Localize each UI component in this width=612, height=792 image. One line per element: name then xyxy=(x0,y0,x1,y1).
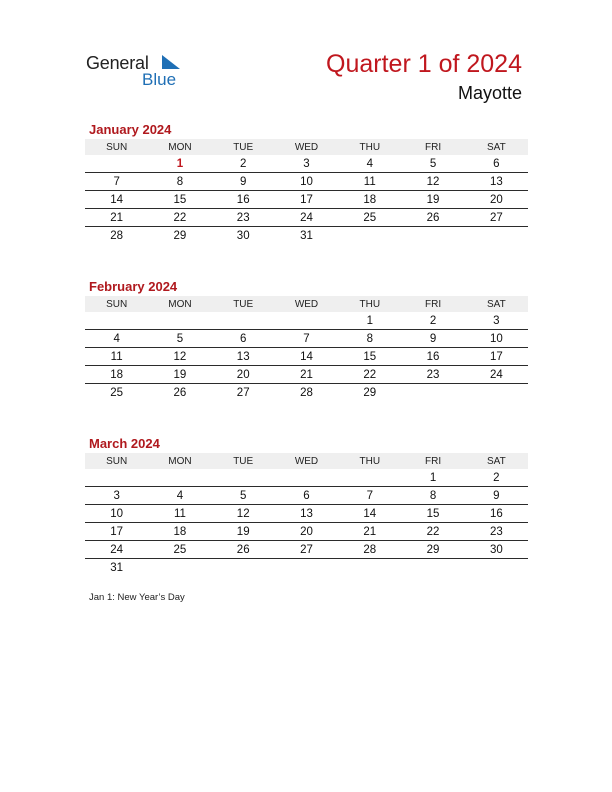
day-cell: 13 xyxy=(465,173,528,191)
day-cell: 27 xyxy=(465,209,528,227)
month-block-march xyxy=(85,435,528,577)
empty-day-cell xyxy=(85,312,148,330)
weekday-header: WED xyxy=(275,139,338,155)
day-cell: 23 xyxy=(212,209,275,227)
day-cell: 18 xyxy=(338,191,401,209)
empty-day-cell xyxy=(148,469,211,487)
day-cell: 8 xyxy=(401,487,464,505)
day-cell: 23 xyxy=(401,366,464,384)
day-cell: 17 xyxy=(85,523,148,541)
day-cell: 14 xyxy=(85,191,148,209)
day-cell: 6 xyxy=(212,330,275,348)
day-cell: 18 xyxy=(148,523,211,541)
day-cell: 12 xyxy=(148,348,211,366)
day-cell: 10 xyxy=(465,330,528,348)
day-cell: 18 xyxy=(85,366,148,384)
day-cell: 21 xyxy=(338,523,401,541)
weekday-header: MON xyxy=(148,139,211,155)
day-cell: 24 xyxy=(85,541,148,559)
weekday-header: SAT xyxy=(465,139,528,155)
week-row xyxy=(85,469,528,487)
month-title: January 2024 xyxy=(89,122,172,137)
empty-day-cell xyxy=(338,469,401,487)
day-cell: 15 xyxy=(401,505,464,523)
empty-day-cell xyxy=(148,559,211,577)
day-cell: 24 xyxy=(275,209,338,227)
empty-day-cell xyxy=(401,227,464,245)
empty-day-cell xyxy=(465,559,528,577)
week-row xyxy=(85,227,528,245)
empty-day-cell xyxy=(148,312,211,330)
empty-day-cell xyxy=(401,559,464,577)
day-cell: 17 xyxy=(465,348,528,366)
day-cell: 29 xyxy=(401,541,464,559)
weekday-header: FRI xyxy=(401,296,464,312)
day-cell: 9 xyxy=(212,173,275,191)
calendar-table xyxy=(85,453,528,577)
empty-day-cell xyxy=(465,384,528,402)
weekday-header-row xyxy=(85,296,528,312)
day-cell: 14 xyxy=(275,348,338,366)
weekday-header-row xyxy=(85,453,528,469)
calendar-table xyxy=(85,296,528,401)
day-cell: 31 xyxy=(300,229,313,242)
day-cell: 2 xyxy=(212,155,275,173)
week-row xyxy=(85,541,528,559)
day-cell: 9 xyxy=(401,330,464,348)
week-row xyxy=(85,487,528,505)
page-title: Quarter 1 of 2024 xyxy=(326,50,522,78)
weekday-header: TUE xyxy=(212,296,275,312)
day-cell: 12 xyxy=(212,505,275,523)
day-cell: 29 xyxy=(173,229,187,242)
empty-day-cell xyxy=(275,469,338,487)
empty-day-cell xyxy=(275,312,338,330)
month-title: March 2024 xyxy=(89,436,160,451)
day-cell: 21 xyxy=(85,209,148,227)
day-cell: 2 xyxy=(465,469,528,487)
day-cell: 31 xyxy=(110,562,124,575)
week-row xyxy=(85,505,528,523)
weekday-header: SUN xyxy=(85,296,148,312)
empty-day-cell xyxy=(401,384,464,402)
day-cell: 27 xyxy=(236,386,250,399)
weekday-header: MON xyxy=(148,453,211,469)
logo-blue-text: Blue xyxy=(142,70,177,89)
day-cell: 11 xyxy=(85,348,148,366)
day-cell: 5 xyxy=(212,487,275,505)
day-cell: 6 xyxy=(465,155,528,173)
day-cell: 1 xyxy=(401,469,464,487)
month-block-january xyxy=(85,121,528,244)
day-cell: 23 xyxy=(465,523,528,541)
day-cell: 19 xyxy=(401,191,464,209)
day-cell: 16 xyxy=(212,191,275,209)
day-cell: 20 xyxy=(212,366,275,384)
weekday-header: FRI xyxy=(401,139,464,155)
day-cell: 15 xyxy=(148,191,211,209)
day-cell: 28 xyxy=(338,541,401,559)
day-cell: 19 xyxy=(212,523,275,541)
empty-day-cell xyxy=(465,227,528,245)
weekday-header: WED xyxy=(275,296,338,312)
day-cell: 11 xyxy=(338,173,401,191)
day-cell: 15 xyxy=(338,348,401,366)
day-cell: 21 xyxy=(275,366,338,384)
calendar-body xyxy=(85,312,528,401)
weekday-header: THU xyxy=(338,453,401,469)
day-cell: 5 xyxy=(148,330,211,348)
day-cell: 12 xyxy=(401,173,464,191)
day-cell: 30 xyxy=(236,229,250,242)
calendar-table xyxy=(85,139,528,244)
week-row xyxy=(85,312,528,330)
day-cell: 3 xyxy=(275,155,338,173)
weekday-header: SAT xyxy=(465,296,528,312)
day-cell: 17 xyxy=(275,191,338,209)
day-cell: 16 xyxy=(465,505,528,523)
holiday-note: Jan 1: New Year’s Day xyxy=(89,592,185,603)
day-cell: 7 xyxy=(275,330,338,348)
weekday-header: SUN xyxy=(85,139,148,155)
calendar-body xyxy=(85,155,528,244)
day-cell: 26 xyxy=(212,541,275,559)
day-cell: 16 xyxy=(401,348,464,366)
holiday-notes xyxy=(89,592,185,603)
weekday-header: TUE xyxy=(212,453,275,469)
day-cell: 10 xyxy=(275,173,338,191)
week-row xyxy=(85,209,528,227)
day-cell: 14 xyxy=(338,505,401,523)
logo-triangle-icon xyxy=(160,55,180,71)
day-cell: 25 xyxy=(148,541,211,559)
day-cell: 13 xyxy=(212,348,275,366)
week-row xyxy=(85,559,528,577)
weekday-header: MON xyxy=(148,296,211,312)
day-cell: 7 xyxy=(85,173,148,191)
week-row xyxy=(85,384,528,402)
day-cell: 28 xyxy=(300,386,313,399)
day-cell: 22 xyxy=(338,366,401,384)
day-cell: 4 xyxy=(85,330,148,348)
day-cell: 24 xyxy=(465,366,528,384)
day-cell: 20 xyxy=(275,523,338,541)
weekday-header: SUN xyxy=(85,453,148,469)
calendar-body xyxy=(85,469,528,577)
day-cell: 5 xyxy=(401,155,464,173)
week-row xyxy=(85,173,528,191)
day-cell: 26 xyxy=(401,209,464,227)
country-name: Mayotte xyxy=(457,83,522,103)
weekday-header: THU xyxy=(338,296,401,312)
empty-day-cell xyxy=(275,559,338,577)
day-cell: 26 xyxy=(173,386,187,399)
generalblue-logo xyxy=(86,53,186,89)
week-row xyxy=(85,523,528,541)
weekday-header-row xyxy=(85,139,528,155)
weekday-header: THU xyxy=(338,139,401,155)
empty-day-cell xyxy=(212,469,275,487)
day-cell: 2 xyxy=(401,312,464,330)
week-row xyxy=(85,366,528,384)
day-cell: 27 xyxy=(275,541,338,559)
day-cell: 22 xyxy=(401,523,464,541)
day-cell: 20 xyxy=(465,191,528,209)
day-cell: 25 xyxy=(338,209,401,227)
day-cell: 22 xyxy=(148,209,211,227)
day-cell: 25 xyxy=(110,386,124,399)
day-cell: 11 xyxy=(148,505,211,523)
day-cell: 19 xyxy=(148,366,211,384)
day-cell: 9 xyxy=(465,487,528,505)
day-cell: 3 xyxy=(465,312,528,330)
day-cell: 7 xyxy=(338,487,401,505)
empty-day-cell xyxy=(85,469,148,487)
day-cell: 28 xyxy=(110,229,124,242)
month-block-february xyxy=(85,278,528,401)
weekday-header: FRI xyxy=(401,453,464,469)
empty-day-cell xyxy=(338,227,401,245)
empty-day-cell xyxy=(338,559,401,577)
logo-general-text: General xyxy=(86,53,149,73)
day-cell: 6 xyxy=(275,487,338,505)
day-cell: 30 xyxy=(465,541,528,559)
day-cell: 4 xyxy=(338,155,401,173)
day-cell: 13 xyxy=(275,505,338,523)
week-row xyxy=(85,330,528,348)
empty-day-cell xyxy=(85,155,148,173)
day-cell: 1 xyxy=(338,312,401,330)
empty-day-cell xyxy=(212,312,275,330)
weekday-header: WED xyxy=(275,453,338,469)
day-cell: 8 xyxy=(338,330,401,348)
empty-day-cell xyxy=(212,559,275,577)
day-cell: 10 xyxy=(85,505,148,523)
day-cell: 29 xyxy=(363,386,377,399)
week-row xyxy=(85,191,528,209)
day-cell: 4 xyxy=(148,487,211,505)
weekday-header: TUE xyxy=(212,139,275,155)
day-cell: 8 xyxy=(148,173,211,191)
day-cell: 3 xyxy=(85,487,148,505)
day-cell: 1 xyxy=(148,155,211,173)
week-row xyxy=(85,155,528,173)
month-title: February 2024 xyxy=(89,279,178,294)
week-row xyxy=(85,348,528,366)
weekday-header: SAT xyxy=(465,453,528,469)
